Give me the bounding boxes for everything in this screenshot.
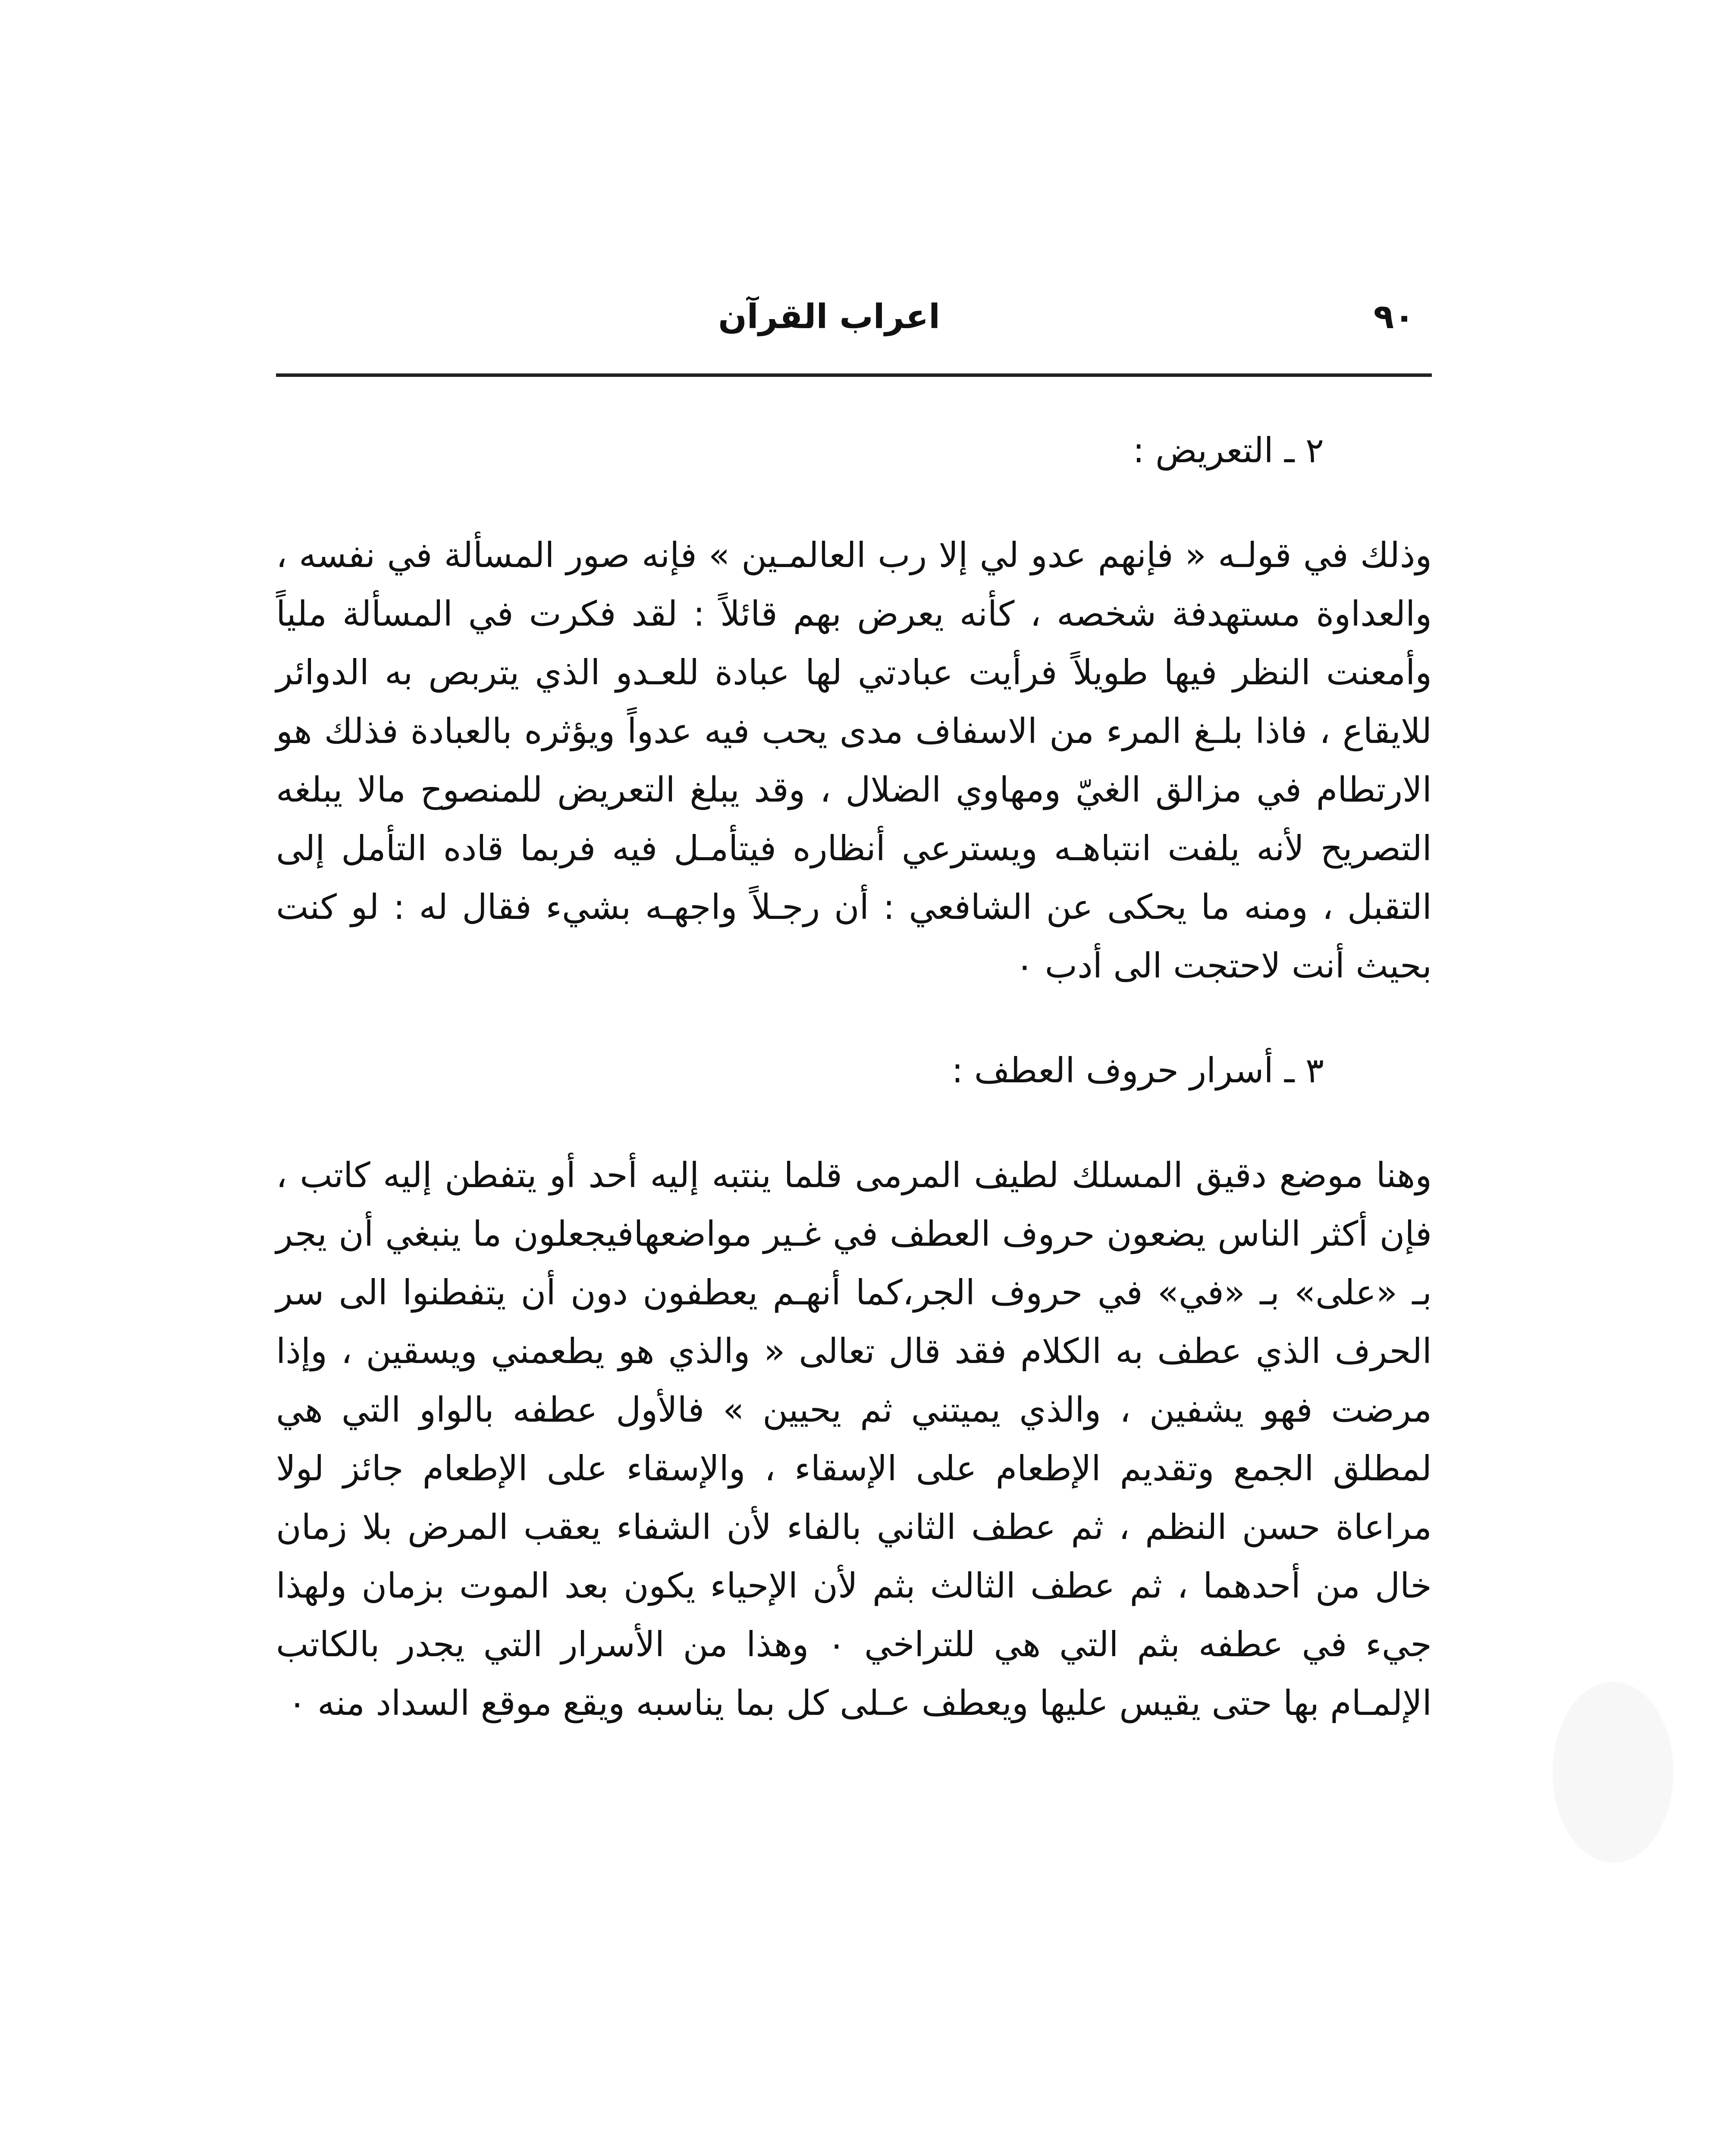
section-heading-taarid: ٢ ـ التعريض : bbox=[1133, 430, 1324, 470]
paper-stain bbox=[1553, 1682, 1673, 1863]
section-heading-conjunctions: ٣ ـ أسرار حروف العطف : bbox=[951, 1050, 1324, 1091]
page-number: ٩٠ bbox=[1373, 298, 1415, 336]
running-title: اعراب القرآن bbox=[718, 298, 940, 336]
header-rule bbox=[276, 373, 1432, 377]
page-content bbox=[276, 405, 1432, 1733]
section-paragraph-taarid: وذلك في قولـه « فإنهم عدو لي إلا رب العالمـين » فإنه صور المسألة في نفسه ، والعداوة مستهدفة شخصه ، كأنه يعرض بهم قائلاً : لقد فكرت في المسألة ملياً وأمعنت النظر فيها طويلاً فرأيت عبادتي لها عبادة للعـدو الذي يتربص به الدوائر للايقاع ، فاذا بلـغ المرء من الاسفاف مدى يحب فيه عدواً ويؤثره بالعبادة فذلك هو الارتطام في مزالق الغيّ ومهاوي الضلال ، وقد يبلغ التعريض للمنصوح مالا يبلغه التصريح لأنه يلفت انتباهـه ويسترعي أنظاره فيتأمـل فيه فربما قاده التأمل إلى التقبل ، ومنه ما يحكى عن الشافعي : أن رجـلاً واجهـه بشيء فقال له : لو كنت بحيث أنت لاحتجت الى أدب ٠ bbox=[276, 535, 1432, 986]
page-header bbox=[276, 293, 1432, 358]
section-paragraph-conjunctions: وهنا موضع دقيق المسلك لطيف المرمى قلما ينتبه إليه أحد أو يتفطن إليه كاتب ، فإن أكثر الناس يضعون حروف العطف في غـير مواضعهافيجعلون ما ينبغي أن يجر بـ «على» بـ «في» في حروف الجر،كما أنهـم يعطفون دون أن يتفطنوا الى سر الحرف الذي عطف به الكلام فقد قال تعالى « والذي هو يطعمني ويسقين ، وإذا مرضت فهو يشفين ، والذي يميتني ثم يحيين » فالأول عطفه بالواو التي هي لمطلق الجمع وتقديم الإطعام على الإسقاء ، والإسقاء على الإطعام جائز لولا مراعاة حسن النظم ، ثم عطف الثاني بالفاء لأن الشفاء يعقب المرض بلا زمان خال من أحدهما ، ثم عطف الثالث بثم لأن الإحياء يكون بعد الموت بزمان ولهذا جيء في عطفه بثم التي هي للتراخي ٠ وهذا من الأسرار التي يجدر بالكاتب الإلمـام بها حتى يقيس عليها ويعطف عـلى كل بما يناسبه ويقع موقع السداد منه ٠ bbox=[276, 1155, 1432, 1723]
